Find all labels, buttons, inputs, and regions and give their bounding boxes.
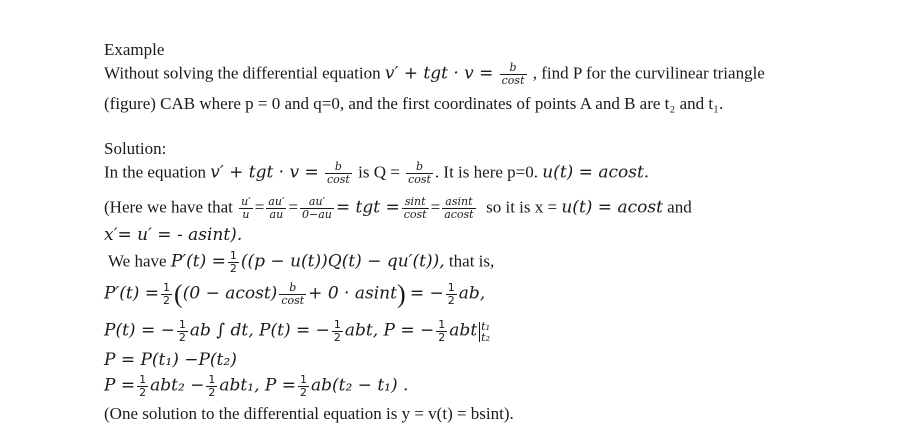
- equation: (0 − acost): [182, 283, 278, 304]
- example-text: Without solving the differential equation: [104, 63, 381, 83]
- fraction-denominator: 2: [333, 331, 341, 344]
- fraction-denominator: 0−au: [302, 208, 332, 221]
- lower-limit: t₂: [481, 330, 490, 344]
- fraction-numerator: 1: [447, 281, 455, 294]
- fraction-denominator: cost: [501, 74, 525, 87]
- solution-line-5: [104, 279, 486, 309]
- equation-u: u(t) = acost: [561, 197, 663, 218]
- solution-line-7: P = P(t₁) −P(t₂): [104, 350, 237, 370]
- fraction-denominator: u: [242, 208, 250, 221]
- fraction-denominator: 2: [178, 331, 186, 344]
- equation: abt, P = −: [344, 320, 435, 341]
- example-line-2: (figure) CAB where p = 0 and q=0, and the first coordinates of points A and B are t₂ and t₁.: [104, 94, 724, 113]
- fraction-numerator: 1: [139, 373, 147, 386]
- fraction-denominator: cost: [403, 208, 427, 221]
- fraction-denominator: cost: [408, 173, 431, 186]
- fraction-half: [436, 319, 447, 344]
- fraction-numerator: u′: [241, 195, 251, 208]
- fraction-numerator: 1: [208, 373, 216, 386]
- equation: = −: [409, 283, 444, 304]
- fraction-numerator: 1: [178, 318, 186, 331]
- fraction-b-over-cost: [500, 62, 527, 87]
- example-text-post: , find P for the curvilinear triangle: [532, 63, 765, 83]
- fraction-numerator: 1: [163, 281, 171, 294]
- fraction-b-over-cost: [325, 161, 352, 186]
- fraction-half: [446, 282, 457, 307]
- equation-u: u(t) = acost.: [542, 162, 650, 183]
- fraction-numerator: 1: [333, 318, 341, 331]
- fraction-numerator: 1: [229, 249, 237, 262]
- fraction-denominator: 2: [447, 294, 455, 307]
- equation: P(t) = −: [104, 320, 175, 341]
- equation: ab,: [458, 283, 486, 304]
- fraction-numerator: b: [325, 161, 352, 174]
- example-line-1: [104, 62, 765, 87]
- fraction-half: [177, 319, 188, 344]
- paren-open: (: [174, 279, 183, 309]
- fraction: [442, 196, 475, 221]
- evaluation-bar: [479, 322, 480, 342]
- equation: ab(t₂ − t₁) .: [310, 375, 409, 396]
- equation: P′(t) =: [104, 283, 160, 304]
- text: (Here we have that: [104, 197, 233, 217]
- text: so it is x =: [486, 197, 562, 217]
- fraction-numerator: b: [279, 282, 306, 295]
- text: We have: [108, 251, 167, 271]
- fraction: [239, 196, 253, 221]
- evaluation-limits: [481, 321, 490, 343]
- fraction-half: [228, 250, 239, 275]
- equation: + 0 · asint: [308, 283, 397, 304]
- fraction: [266, 196, 286, 221]
- paren-close: ): [396, 279, 406, 309]
- fraction-denominator: 2: [299, 386, 307, 399]
- fraction-half: [298, 374, 309, 399]
- fraction-numerator: b: [500, 62, 527, 75]
- fraction-half: [137, 374, 148, 399]
- equation: abt: [449, 320, 478, 341]
- fraction-denominator: 2: [139, 386, 147, 399]
- fraction-numerator: au′: [300, 196, 334, 209]
- equation: ab ∫ dt, P(t) = −: [189, 320, 330, 341]
- solution-line-6: [104, 319, 490, 344]
- fraction-denominator: 2: [229, 262, 237, 275]
- solution-line-9: (One solution to the differential equation is y = v(t) = bsint).: [104, 404, 514, 423]
- fraction-b-over-cost: [406, 161, 433, 186]
- fraction-numerator: 1: [438, 318, 446, 331]
- text: that is,: [448, 251, 495, 271]
- fraction-half: [332, 319, 343, 344]
- fraction-denominator: cost: [327, 173, 350, 186]
- fraction-denominator: cost: [281, 294, 305, 307]
- fraction-numerator: b: [406, 161, 433, 174]
- solution-line-3: x′= u′ = - asint).: [104, 225, 243, 245]
- equation: abt₂ −: [150, 375, 205, 396]
- fraction-numerator: 1: [299, 373, 307, 386]
- equation: P′(t) =: [170, 251, 226, 272]
- fraction-denominator: 2: [208, 386, 216, 399]
- text: and: [667, 197, 692, 217]
- fraction-numerator: asint: [442, 196, 475, 209]
- fraction: [402, 196, 429, 221]
- fraction-half: [161, 282, 172, 307]
- ode-lhs: v′ + tgt · v =: [384, 63, 494, 84]
- equation: v′ + tgt · v =: [210, 162, 319, 183]
- fraction-numerator: au′: [268, 195, 285, 208]
- text: . It is here p=0.: [434, 162, 538, 182]
- text: is Q =: [358, 162, 400, 182]
- upper-limit: t₁: [481, 319, 490, 333]
- solution-line-1: [104, 161, 649, 186]
- equation: abt₁, P =: [219, 375, 296, 396]
- fraction-denominator: 2: [163, 294, 171, 307]
- solution-heading: Solution:: [104, 139, 167, 158]
- solution-line-8: [104, 374, 408, 399]
- example-heading: Example: [104, 40, 165, 59]
- equation: = tgt =: [335, 197, 400, 218]
- equation: ((p − u(t))Q(t) − qu′(t)),: [240, 251, 445, 272]
- solution-line-4: [108, 250, 494, 275]
- fraction-b-over-cost: [279, 282, 306, 307]
- fraction-denominator: 2: [438, 331, 446, 344]
- solution-line-2: (Here we have that $\frac{u'}{u}$ = $\frac{au'}{au}$ = $\frac{au'}{0-au}$ = tgt = $\frac{\sin t}{\cos t}$ = $\frac{asint}{acost}$ so it is x = u(t) = acost and: [104, 195, 692, 221]
- text: In the equation: [104, 162, 206, 182]
- fraction-denominator: au: [269, 208, 284, 221]
- fraction-half: [206, 374, 217, 399]
- equation: P =: [104, 375, 136, 396]
- fraction-denominator: acost: [444, 208, 474, 221]
- fraction: [300, 196, 334, 221]
- fraction-numerator: sint: [402, 196, 429, 209]
